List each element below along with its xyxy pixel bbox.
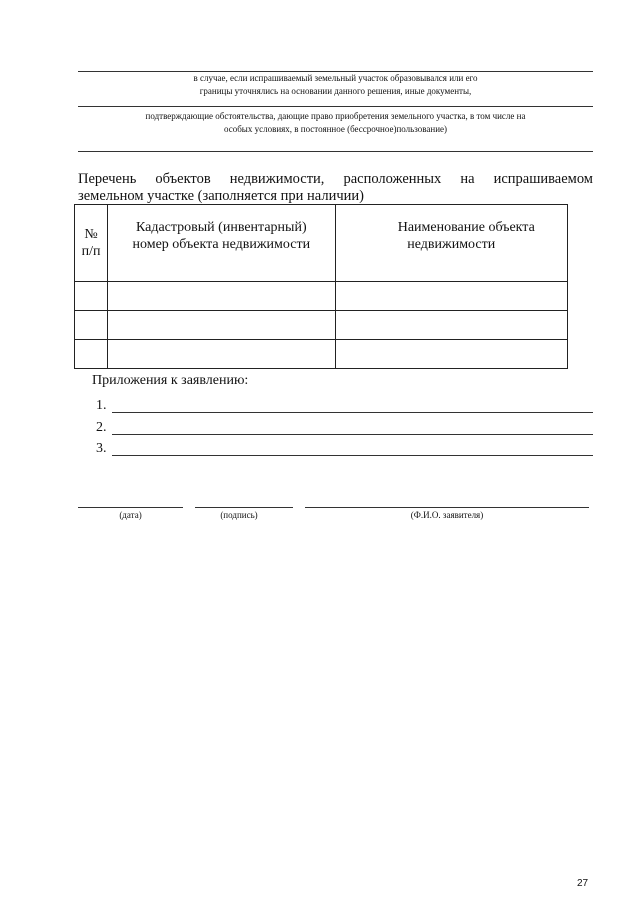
header-number-line-2: п/п [81,244,101,259]
heading-word: испрашиваемом [493,171,593,187]
date-caption: (дата) [119,510,142,520]
row-number-cell[interactable] [75,311,108,340]
heading-word: на [460,171,475,187]
row-cadastral-cell[interactable] [108,311,335,340]
objects-heading-line-1 [78,171,593,187]
top-note-line-3: подтверждающие обстоятельства, дающие право приобретения земельного участка, в том числе на [145,111,526,121]
heading-word: недвижимости, [229,171,325,187]
table-row [75,311,568,340]
signature-caption: (подпись) [220,510,258,520]
heading-word: Перечень [78,171,137,187]
objects-heading-line-2: земельном участке (заполняется при наличии) [78,188,364,204]
top-note-line-1: в случае, если испрашиваемый земельный участок образовывался или его [193,73,478,83]
header-name-line-2: недвижимости [407,237,496,252]
header-object-name [335,205,567,282]
date-line[interactable] [78,507,183,508]
heading-word: расположенных [343,171,442,187]
attachment-number-1: 1. [96,398,107,413]
row-cadastral-cell[interactable] [108,340,335,369]
applicant-name-line[interactable] [305,507,589,508]
attachments-title: Приложения к заявлению: [92,373,249,388]
table-row [75,282,568,311]
table-header-row [75,205,568,282]
top-note-rule-3 [78,151,593,152]
row-name-cell[interactable] [335,340,567,369]
top-note-line-2: границы уточнялись на основании данного решения, иные документы, [199,86,472,96]
attachment-number-2: 2. [96,420,107,435]
header-cadastral-line-2: номер объекта недвижимости [132,237,311,252]
table-row [75,340,568,369]
row-name-cell[interactable] [335,282,567,311]
top-rule [78,71,593,72]
top-note-rule-2 [78,106,593,107]
header-cadastral-number [108,205,335,282]
page-number: 27 [577,878,589,889]
row-number-cell[interactable] [75,282,108,311]
attachment-field-2[interactable] [112,420,593,435]
objects-table [74,204,568,369]
header-number-line-1: № [84,227,98,242]
row-number-cell[interactable] [75,340,108,369]
header-cadastral-line-1: Кадастровый (инвентарный) [135,220,307,235]
applicant-name-caption: (Ф.И.О. заявителя) [410,510,484,520]
attachment-number-3: 3. [96,441,107,456]
attachment-field-1[interactable] [112,398,593,413]
attachment-field-3[interactable] [112,441,593,456]
header-number [75,205,108,282]
heading-word: объектов [155,171,211,187]
signature-line[interactable] [195,507,293,508]
row-name-cell[interactable] [335,311,567,340]
row-cadastral-cell[interactable] [108,282,335,311]
top-note-line-4: особых условиях, в постоянное (бессрочное)пользование) [223,124,447,134]
header-name-line-1: Наименование объекта [397,220,535,235]
